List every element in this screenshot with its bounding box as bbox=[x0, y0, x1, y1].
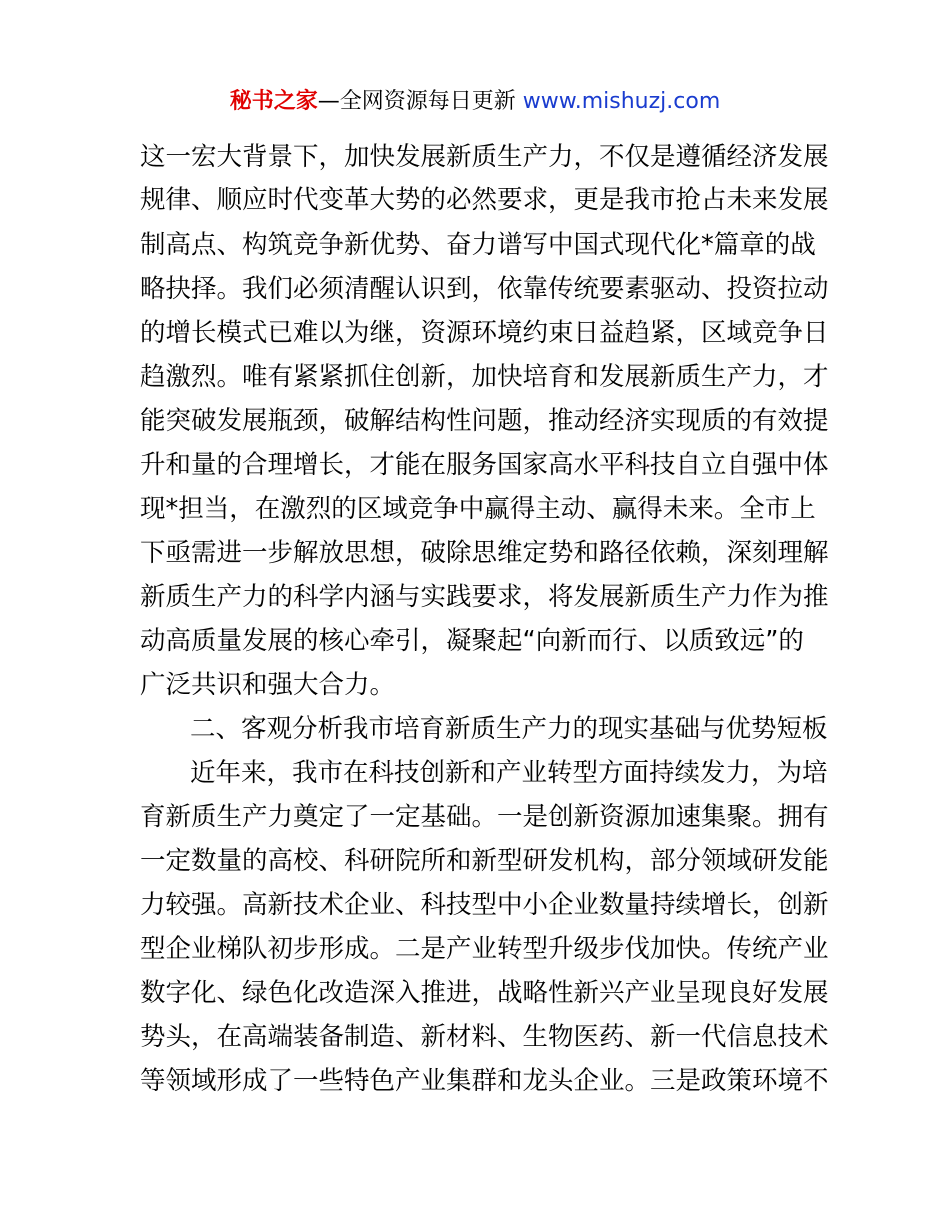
text-line: 的增长模式已难以为继，资源环境约束日益趋紧，区域竞争日 bbox=[140, 318, 829, 348]
text-line: 势头，在高端装备制造、新材料、生物医药、新一代信息技术 bbox=[140, 1022, 829, 1052]
text-line: 力较强。高新技术企业、科技型中小企业数量持续增长，创新 bbox=[140, 890, 829, 920]
text-line: 下亟需进一步解放思想，破除思维定势和路径依赖，深刻理解 bbox=[140, 538, 829, 568]
brand-name: 秘书之家 bbox=[229, 89, 318, 114]
text-line: 等领域形成了一些特色产业集群和龙头企业。三是政策环境不 bbox=[140, 1066, 829, 1096]
text-line: 一定数量的高校、科研院所和新型研发机构，部分领域研发能 bbox=[140, 846, 829, 876]
site-header bbox=[0, 86, 950, 118]
text-line: 能突破发展瓶颈，破解结构性问题，推动经济实现质的有效提 bbox=[140, 406, 829, 436]
text-line: 近年来，我市在科技创新和产业转型方面持续发力，为培 bbox=[190, 758, 828, 788]
text-line: 型企业梯队初步形成。二是产业转型升级步伐加快。传统产业 bbox=[140, 934, 829, 964]
text-line: 动高质量发展的核心牵引，凝聚起“向新而行、以质致远”的 bbox=[140, 626, 804, 656]
text-line: 新质生产力的科学内涵与实践要求，将发展新质生产力作为推 bbox=[140, 582, 829, 612]
text-line: 这一宏大背景下，加快发展新质生产力，不仅是遵循经济发展 bbox=[140, 142, 829, 172]
text-line: 制高点、构筑竞争新优势、奋力谱写中国式现代化*篇章的战 bbox=[140, 230, 816, 260]
site-url-link[interactable]: www.mishuzj.com bbox=[522, 89, 721, 114]
section-heading: 二、客观分析我市培育新质生产力的现实基础与优势短板 bbox=[190, 714, 828, 744]
text-line: 趋激烈。唯有紧紧抓住创新，加快培育和发展新质生产力，才 bbox=[140, 362, 829, 392]
text-line: 数字化、绿色化改造深入推进，战略性新兴产业呈现良好发展 bbox=[140, 978, 829, 1008]
text-line: 现*担当，在激烈的区域竞争中赢得主动、赢得未来。全市上 bbox=[140, 494, 816, 524]
header-tagline: —全网资源每日更新 bbox=[317, 89, 523, 114]
text-line: 规律、顺应时代变革大势的必然要求，更是我市抢占未来发展 bbox=[140, 185, 829, 215]
text-line: 略抉择。我们必须清醒认识到，依靠传统要素驱动、投资拉动 bbox=[140, 274, 829, 304]
text-line: 升和量的合理增长，才能在服务国家高水平科技自立自强中体 bbox=[140, 450, 829, 480]
text-line: 育新质生产力奠定了一定基础。一是创新资源加速集聚。拥有 bbox=[140, 802, 829, 832]
text-line: 广泛共识和强大合力。 bbox=[140, 670, 396, 700]
